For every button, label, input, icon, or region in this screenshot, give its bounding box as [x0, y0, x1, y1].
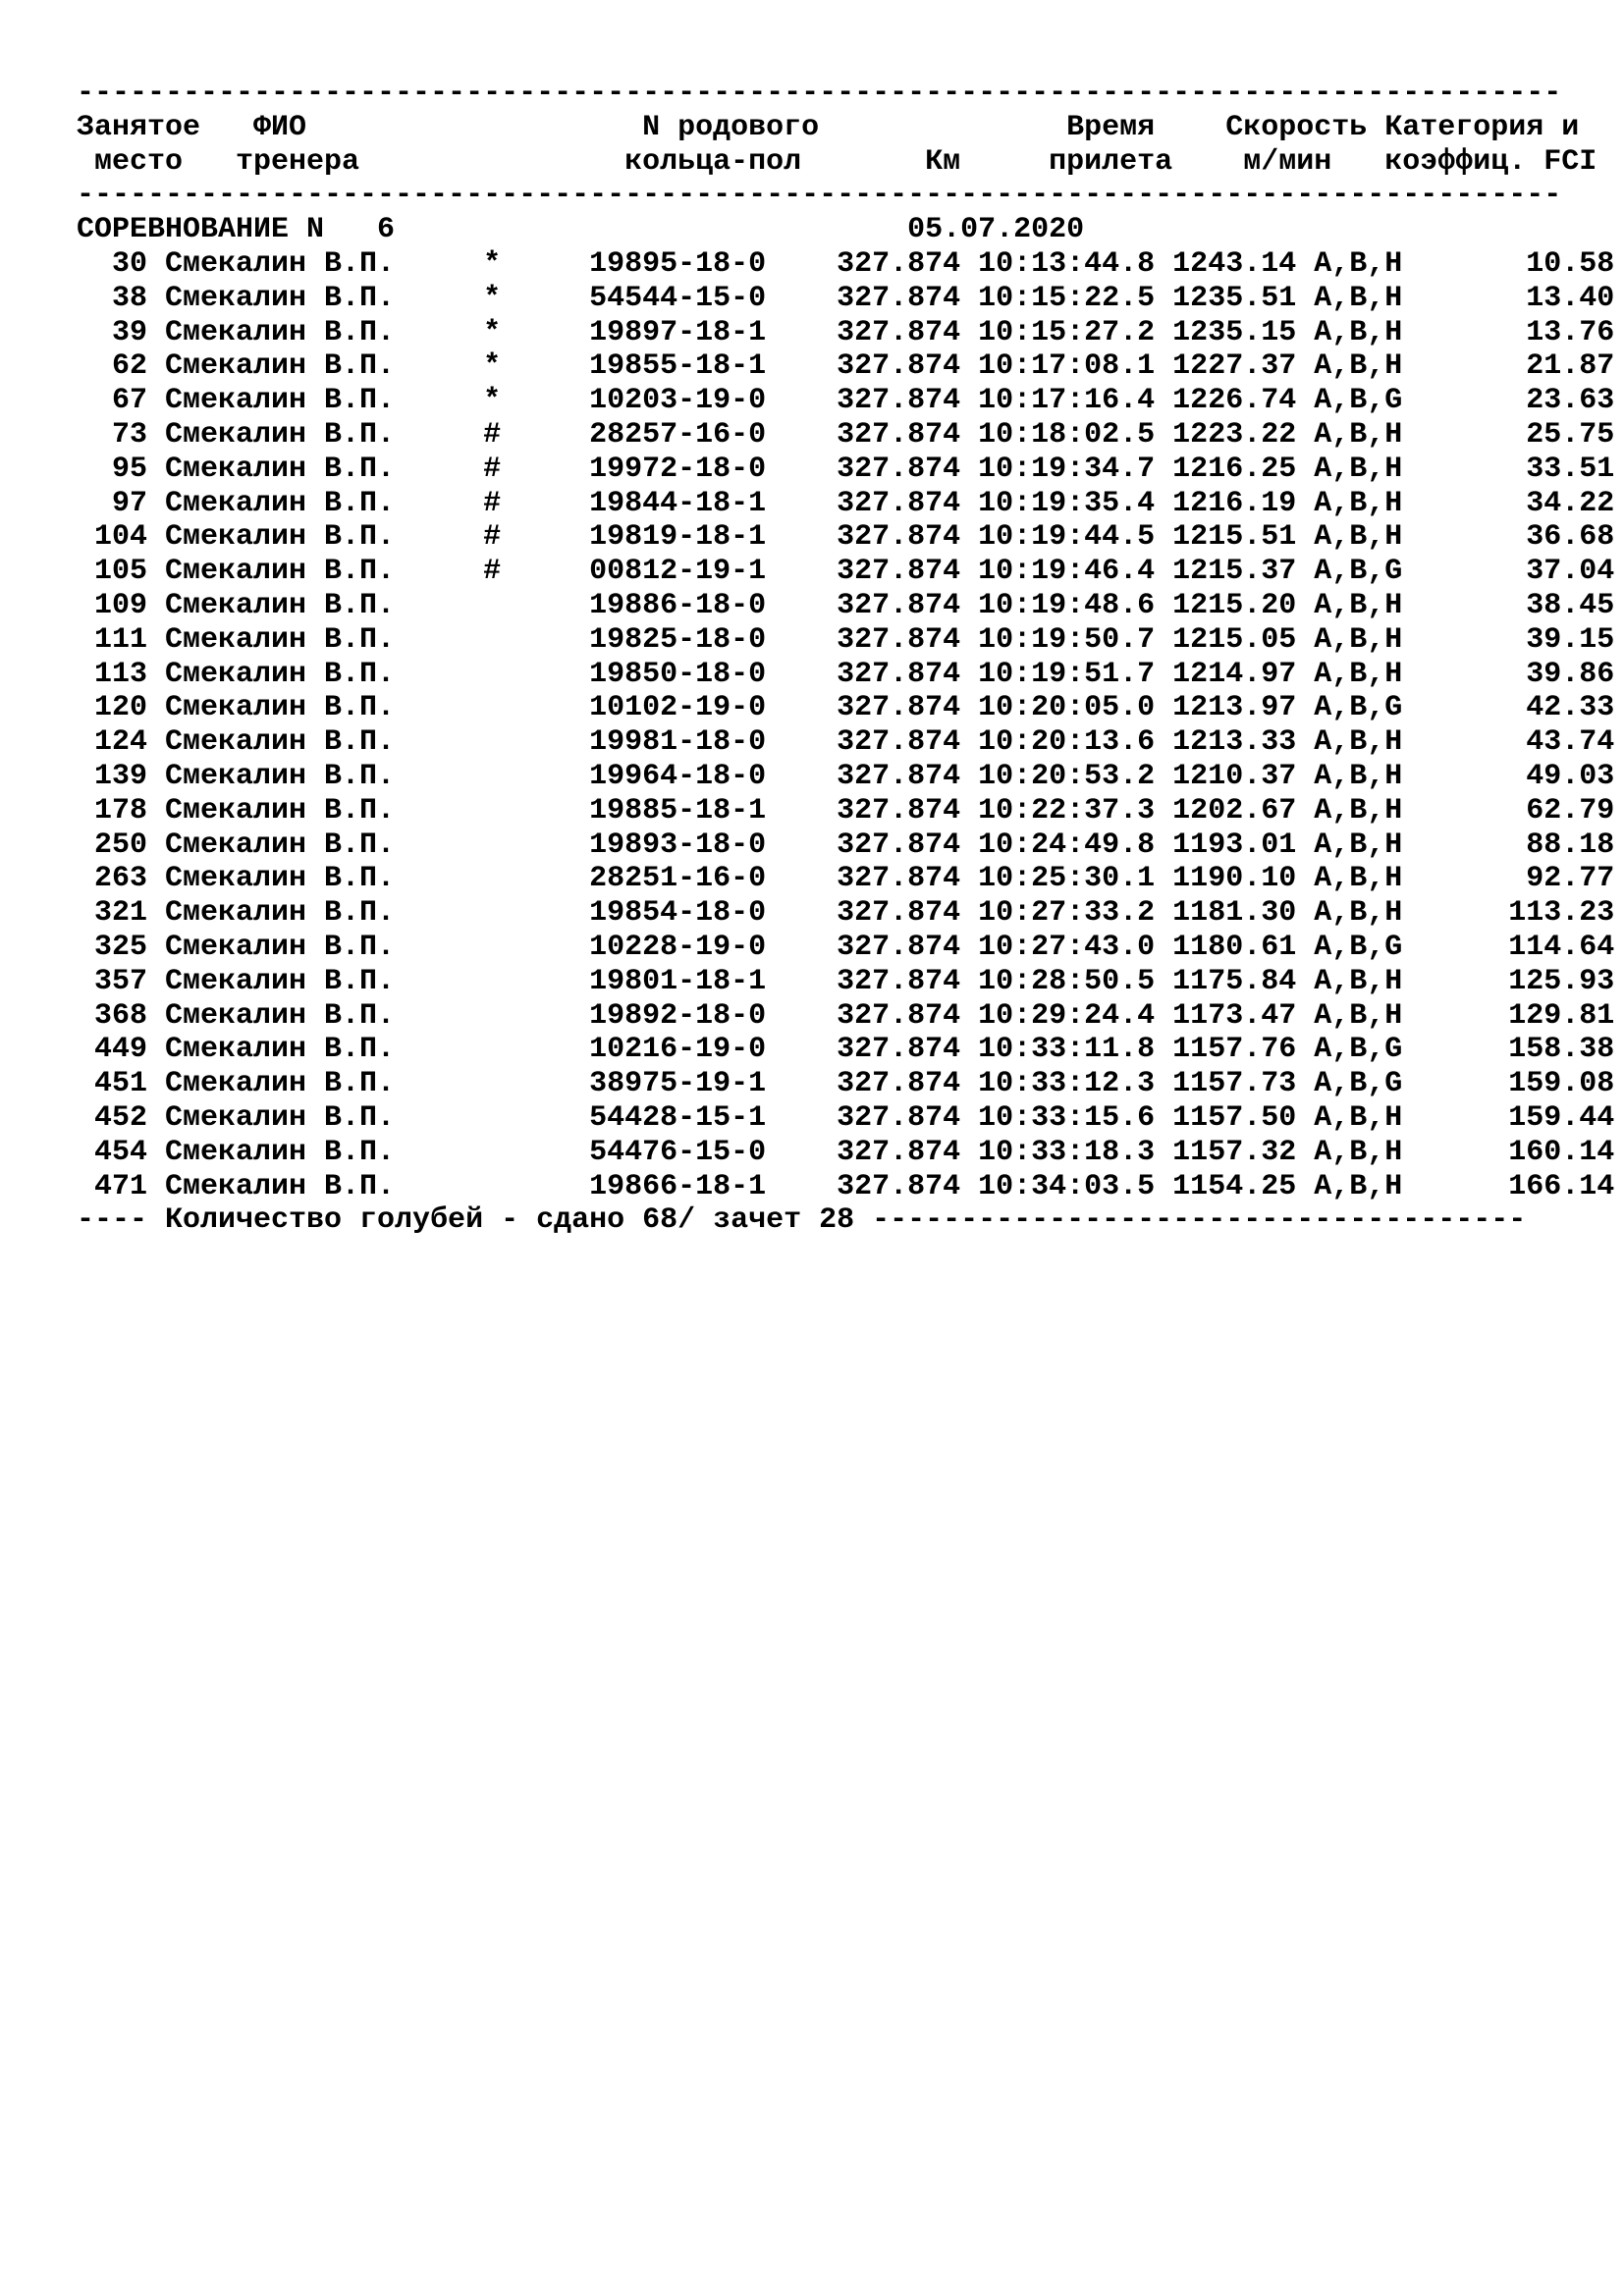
- table-row: 120 Смекалин В.П. 10102-19-0 327.874 10:20:05.0 1213.97 A,B,G 42.33: [77, 691, 1615, 725]
- competition-title: СОРЕВНОВАНИЕ N 6 05.07.2020: [77, 213, 1085, 247]
- table-row: 104 Смекалин В.П. # 19819-18-1 327.874 10:19:44.5 1215.51 A,B,H 36.68: [77, 520, 1615, 555]
- table-row: 111 Смекалин В.П. 19825-18-0 327.874 10:19:50.7 1215.05 A,B,H 39.15: [77, 622, 1615, 657]
- table-row: 39 Смекалин В.П. * 19897-18-1 327.874 10:15:27.2 1235.15 A,B,H 13.76: [77, 315, 1615, 349]
- table-row: 95 Смекалин В.П. # 19972-18-0 327.874 10:19:34.7 1216.25 A,B,H 33.51: [77, 452, 1615, 486]
- table-row: 139 Смекалин В.П. 19964-18-0 327.874 10:20:53.2 1210.37 A,B,H 49.03: [77, 759, 1615, 793]
- summary-footer: ---- Количество голубей - сдано 68/ зачет 28 -------------------------------------: [77, 1203, 1527, 1238]
- table-row: 73 Смекалин В.П. # 28257-16-0 327.874 10:18:02.5 1223.22 A,B,H 25.75: [77, 417, 1615, 452]
- column-header-line-1: Занятое ФИО N родового Время Скорость Категория и: [77, 110, 1580, 144]
- table-row: 325 Смекалин В.П. 10228-19-0 327.874 10:27:43.0 1180.61 A,B,G 114.64: [77, 930, 1615, 964]
- header-rule: ------------------------------------------------------------------------------------: [77, 179, 1562, 213]
- top-rule: ------------------------------------------------------------------------------------: [77, 77, 1562, 110]
- table-row: 321 Смекалин В.П. 19854-18-0 327.874 10:27:33.2 1181.30 A,B,H 113.23: [77, 896, 1615, 931]
- table-row: 250 Смекалин В.П. 19893-18-0 327.874 10:24:49.8 1193.01 A,B,H 88.18: [77, 828, 1615, 862]
- results-table: [77, 246, 1615, 1203]
- table-row: 38 Смекалин В.П. * 54544-15-0 327.874 10:15:22.5 1235.51 A,B,H 13.40: [77, 281, 1615, 315]
- table-row: 67 Смекалин В.П. * 10203-19-0 327.874 10:17:16.4 1226.74 A,B,G 23.63: [77, 384, 1615, 418]
- table-row: 178 Смекалин В.П. 19885-18-1 327.874 10:22:37.3 1202.67 A,B,H 62.79: [77, 793, 1615, 828]
- table-row: 263 Смекалин В.П. 28251-16-0 327.874 10:25:30.1 1190.10 A,B,H 92.77: [77, 862, 1615, 896]
- table-row: 109 Смекалин В.П. 19886-18-0 327.874 10:19:48.6 1215.20 A,B,H 38.45: [77, 588, 1615, 622]
- table-row: 451 Смекалин В.П. 38975-19-1 327.874 10:33:12.3 1157.73 A,B,G 159.08: [77, 1067, 1615, 1101]
- table-row: 368 Смекалин В.П. 19892-18-0 327.874 10:29:24.4 1173.47 A,B,H 129.81: [77, 998, 1615, 1033]
- table-row: 449 Смекалин В.П. 10216-19-0 327.874 10:33:11.8 1157.76 A,B,G 158.38: [77, 1033, 1615, 1067]
- table-row: 105 Смекалин В.П. # 00812-19-1 327.874 10:19:46.4 1215.37 A,B,G 37.04: [77, 555, 1615, 589]
- table-row: 62 Смекалин В.П. * 19855-18-1 327.874 10:17:08.1 1227.37 A,B,H 21.87: [77, 349, 1615, 384]
- column-header-line-2: место тренера кольца-пол Км прилета м/мин коэффиц. FCI: [77, 144, 1597, 179]
- results-document: [77, 77, 1615, 1238]
- table-row: 30 Смекалин В.П. * 19895-18-0 327.874 10:13:44.8 1243.14 A,B,H 10.58: [77, 246, 1615, 281]
- table-row: 454 Смекалин В.П. 54476-15-0 327.874 10:33:18.3 1157.32 A,B,H 160.14: [77, 1135, 1615, 1169]
- table-row: 471 Смекалин В.П. 19866-18-1 327.874 10:34:03.5 1154.25 A,B,H 166.14: [77, 1169, 1615, 1203]
- table-row: 97 Смекалин В.П. # 19844-18-1 327.874 10:19:35.4 1216.19 A,B,H 34.22: [77, 486, 1615, 520]
- table-row: 452 Смекалин В.П. 54428-15-1 327.874 10:33:15.6 1157.50 A,B,H 159.44: [77, 1100, 1615, 1135]
- table-row: 113 Смекалин В.П. 19850-18-0 327.874 10:19:51.7 1214.97 A,B,H 39.86: [77, 657, 1615, 691]
- table-row: 124 Смекалин В.П. 19981-18-0 327.874 10:20:13.6 1213.33 A,B,H 43.74: [77, 725, 1615, 760]
- table-row: 357 Смекалин В.П. 19801-18-1 327.874 10:28:50.5 1175.84 A,B,H 125.93: [77, 964, 1615, 998]
